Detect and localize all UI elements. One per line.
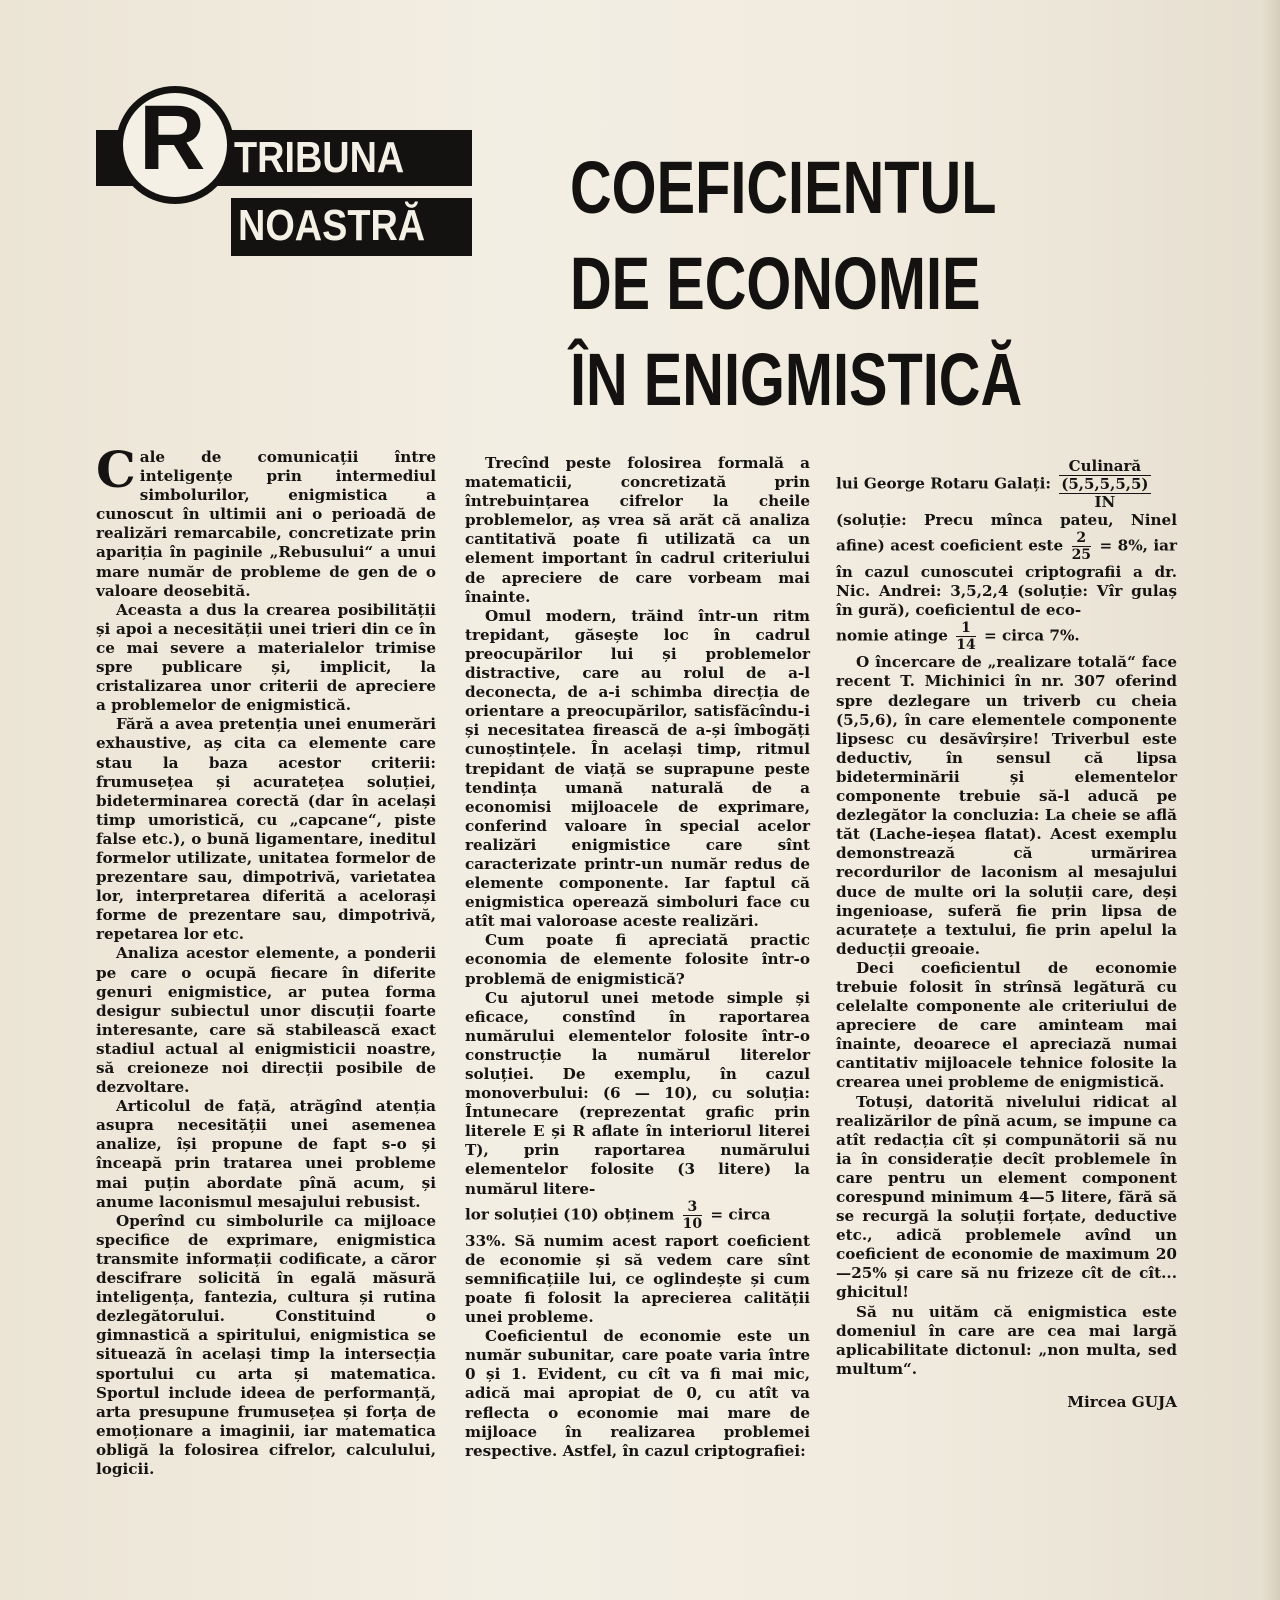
paragraph: 33%. Să numim acest raport coeficient de economie și să vedem care sînt semnificațiile lui, ce oglindește și cum poate fi folosit la aprecierea calității unei probleme.	[465, 1231, 810, 1327]
paragraph	[96, 440, 436, 601]
text-before-fraction: nomie atinge	[836, 626, 948, 645]
paragraph: Omul modern, trăind într-un ritm trepidant, găsește loc în cadrul preocupărilor lui și problemelor distractive, care au rolul de a-l deconecta, de a-i schimba direcția de orientare a preocupărilor, satisfăcîndu-i și necesitatea firească de a-și îmbogăți cunoștințele. În același timp, ritmul trepidant de viață se suprapune peste tendința umană naturală de a economisi mijloacele de exprimare, conferind valoare în special acelor realizări enigmistice care sînt caracterizate printr-un număr redus de elemente componente. Iar faptul că enigmistica operează simboluri face cu atît mai valoroase aceste realizări.	[465, 606, 810, 931]
column-3	[836, 458, 1177, 1412]
tribuna-noastra-logo	[96, 78, 476, 268]
example-bottom: IN	[1094, 493, 1116, 511]
paragraph: O încercare de „realizare totală“ face recent T. Michinici în nr. 307 oferind spre dezlegare un triverb cu cheia (5,5,6), în care elementele componente lipsesc cu desăvîrșire! Triverbul este deductiv, în sensul că lipsa bideterminării și elementelor componente trebuie să-l aducă pe dezlegător la concluzia: La cheie se află tăt (Lache-ieșea flatat). Acest exemplu demonstrează că urmărirea recordurilor de laconism al mesajului duce de multe ori la soluții care, deși ingenioase, suferă fie prin lipsa de acuratețe a textului, fie prin apelul la deducții greoaie.	[836, 653, 1177, 958]
text-after-fraction: = 8%, iar în cazul cunoscutei criptografii a dr. Nic. Andrei: 3,5,2,4 (soluție: Vîr gulaș în gură), coeficientul de eco-	[836, 536, 1177, 620]
paragraph	[836, 511, 1177, 620]
paragraph: Totuși, datorită nivelului ridicat al realizărilor de pînă acum, se impune ca atît redacția cît și compunătorii să nu ia în considerație decît problemele în care pentru un element component corespund minimum 4—5 litere, fără să se recurgă la soluții forțate, deductive etc., adică problemele avînd un coeficient de economie de maximum 20—25% și care să nu frizeze cît de cît... ghicitul!	[836, 1092, 1177, 1302]
paragraph-text: ale de comunicații între inteligențe prin intermediul simbolurilor, enigmistica a cunoscut în ultimii ani o perioadă de realizări remarcabile, concretizate prin apariția în paginile „Rebusului“ a unui mare număr de probleme de gen de o valoare deosebită.	[96, 448, 436, 600]
column-2	[465, 454, 810, 1461]
paragraph: Articolul de față, atrăgînd atenția asupra necesității unei asemenea analize, își propune de fapt s-o și înceapă prin tratarea unei probleme mai puțin abordate pînă acum, și anume laconismul mesajului rebusist.	[96, 1097, 436, 1211]
fraction-denominator: 14	[956, 637, 976, 654]
title-line-2: DE ECONOMIE	[570, 242, 981, 325]
title-line-3: ÎN ENIGMISTICĂ	[570, 338, 1023, 421]
fraction-numerator: 3	[683, 1199, 702, 1216]
text-before-fraction: (soluție: Precu mînca pateu, Ninel afine) acest coeficient este	[836, 511, 1177, 555]
fraction-numerator: 1	[956, 620, 975, 637]
logo-text-tribuna: TRIBUNA	[234, 133, 405, 182]
text-before-fraction: lor soluției (10) obținem	[465, 1205, 675, 1224]
paragraph: Coeficientul de economie este un număr subunitar, care poate varia între 0 și 1. Evident, cu cît va fi mai mic, adică mai apropiat de 0, cu atît va reflecta o economie mai mare de mijloace în realizarea problemei respective. Astfel, în cazul criptografiei:	[465, 1327, 810, 1460]
paragraph: Să nu uităm că enigmistica este domeniul în care are cea mai largă aplicabilitate dictonul: „non multa, sed multum“.	[836, 1302, 1177, 1378]
paragraph: Fără a avea pretenția unei enumerări exhaustive, aș cita ca elemente care stau la baza acestor criterii: frumusețea și acuratețea soluției, bideterminarea corectă (dar în același timp umoristică, cu „capcane“, piste false etc.), o bună ligamentare, ineditul formelor utilizate, unitatea formelor de prezentare sau, dimpotrivă, varietatea lor, interpretarea diferită a acelorași forme de prezentare sau, dimpotrivă, repetarea lor etc.	[96, 715, 436, 944]
paragraph: Cum poate fi apreciată practic economia de elemente folosite într-o problemă de enigmistică?	[465, 931, 810, 988]
fraction-line	[836, 620, 1177, 653]
cryptography-fraction	[1059, 458, 1150, 511]
paragraph: Trecînd peste folosirea formală a matematicii, concretizată prin întrebuințarea cifrelor la cheile problemelor, aș vrea să arăt că analiza cantitativă poate fi utilizată ca un element important în cadrul criteriului de apreciere de care vorbeam mai înainte.	[465, 454, 810, 606]
cryptography-example	[836, 458, 1177, 511]
fraction-2-25	[1072, 530, 1091, 563]
logo-text-noastra: NOASTRĂ	[238, 201, 426, 250]
example-top: Culinară	[1068, 457, 1142, 475]
fraction-3-10	[683, 1199, 702, 1232]
article-title	[570, 140, 1038, 428]
paragraph: Aceasta a dus la crearea posibilității și apoi a necesității unei trieri din ce în ce mai severe a materialelor trimise spre publicare și, implicit, la cristalizarea unor criterii de apreciere a problemelor de enigmistică.	[96, 600, 436, 715]
example-label: lui George Rotaru Galați:	[836, 474, 1051, 493]
column-1	[96, 440, 436, 1479]
logo-letter: R	[139, 87, 206, 189]
paragraph: Analiza acestor elemente, a ponderii pe care o ocupă fiecare în diferite genuri enigmistice, ar putea forma desigur subiectul unor discuții foarte interesante, care să stabilească exact stadiul actual al enigmisticii noastre, să creioneze noi direcții posibile de dezvoltare.	[96, 944, 436, 1097]
paragraph: Cu ajutorul unei metode simple și eficace, constînd în raportarea numărului elementelor folosite într-o construcție la numărul literelor soluției. De exemplu, în cazul monoverbului: (6 — 10), cu soluția: Întunecare (reprezentat grafic prin literele E și R aflate în interiorul literei T), prin raportarea numărului elementelor folosite (3 litere) la numărul litere-	[465, 988, 810, 1198]
text-after-fraction: = circa	[710, 1205, 771, 1224]
paragraph: Operînd cu simbolurile ca mijloace specifice de exprimare, enigmistica transmite informații codificate, a căror descifrare solicită în egală măsură inteligența, fantezia, cultura și rutina dezlegătorului. Constituind o gimnastică a spiritului, enigmistica se situează în același timp la intersecția sportului cu arta și matematica. Sportul include ideea de performanță, arta presupune frumusețea și forța de emoționare a imaginii, iar matematica obligă la folosirea cifrelor, calculului, logicii.	[96, 1211, 436, 1478]
fraction-denominator: 10	[682, 1215, 703, 1232]
text-after-fraction: = circa 7%.	[984, 626, 1080, 645]
title-line-1: COEFICIENTUL	[570, 146, 997, 229]
example-middle: (5,5,5,5,5)	[1061, 475, 1149, 493]
fraction-denominator: 25	[1071, 547, 1092, 564]
fraction-numerator: 2	[1072, 530, 1091, 547]
paragraph: Deci coeficientul de economie trebuie folosit în strînsă legătură cu celelalte componente ale criteriului de apreciere de care aminteam mai înainte, deoarece el apreciază numai cantitativ mijloacele tehnice folosite la crearea unei probleme de enigmistică.	[836, 958, 1177, 1092]
fraction-line	[465, 1199, 810, 1232]
drop-cap: C	[96, 440, 136, 499]
page-edge-shadow	[1262, 0, 1280, 1600]
fraction-1-14	[956, 620, 975, 653]
author-signature: Mircea GUJA	[1067, 1392, 1177, 1411]
